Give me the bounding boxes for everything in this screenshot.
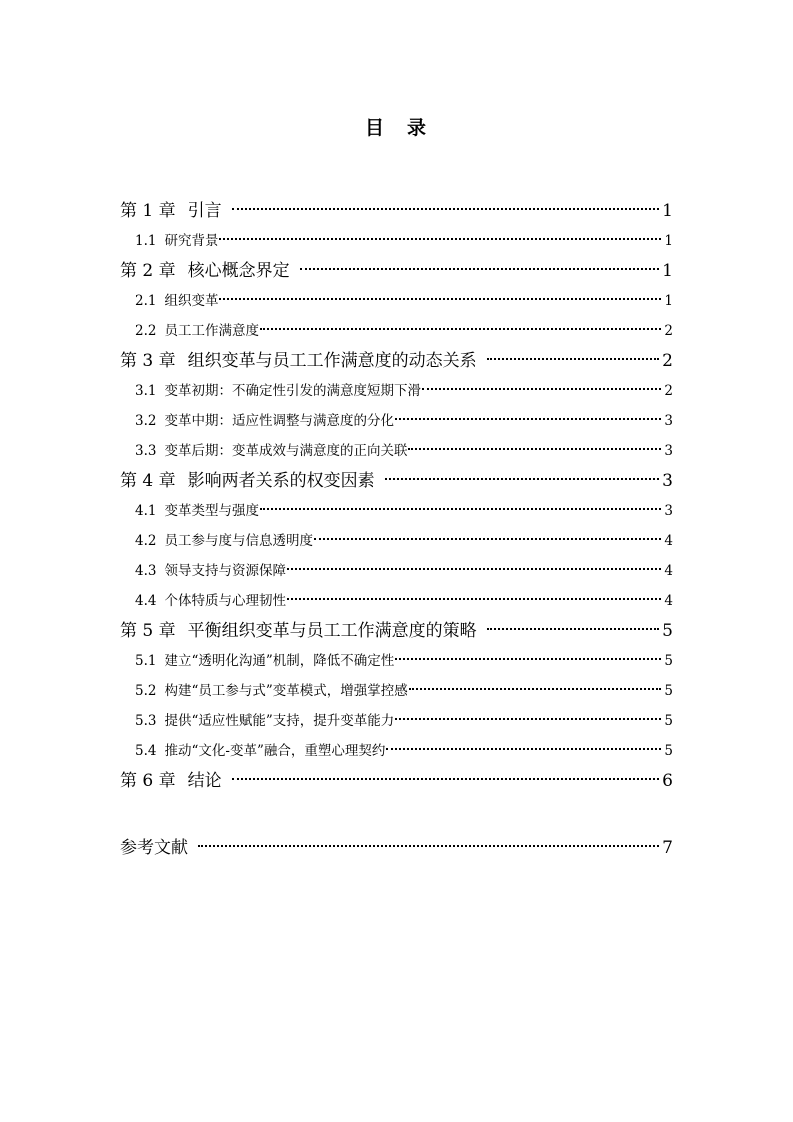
toc-entry[interactable]: [120, 679, 673, 699]
dot-leader: [386, 748, 661, 750]
dot-leader: [395, 418, 661, 420]
toc-page: 6: [662, 771, 673, 791]
toc-label: 结论: [187, 771, 222, 791]
toc-entry[interactable]: [120, 589, 673, 609]
toc-label: 平衡组织变革与员工工作满意度的策略: [187, 621, 477, 641]
toc-page: 4: [664, 563, 673, 579]
toc-page: 2: [662, 351, 673, 371]
toc-entry[interactable]: [120, 499, 673, 519]
dot-leader: [408, 448, 661, 450]
dot-leader: [487, 358, 660, 360]
dot-leader: [287, 598, 661, 600]
toc-page: 4: [664, 593, 673, 609]
toc-number: 3.3: [135, 443, 157, 459]
toc-number: 4.4: [135, 593, 157, 609]
toc-page: 5: [662, 621, 673, 641]
toc-number: 5.4: [135, 743, 157, 759]
dot-leader: [260, 508, 661, 510]
toc-page: 5: [664, 683, 673, 699]
toc-entry[interactable]: [120, 766, 673, 791]
toc-label: 员工工作满意度: [164, 323, 259, 339]
toc-page: 1: [662, 201, 673, 221]
toc-number: 第 3 章: [120, 351, 176, 371]
toc-label: 组织变革: [164, 293, 219, 309]
toc-entry[interactable]: [120, 616, 673, 641]
toc-number: 4.3: [135, 563, 157, 579]
toc-entry[interactable]: [120, 319, 673, 339]
toc-entry[interactable]: [120, 409, 673, 429]
toc-label: 组织变革与员工工作满意度的动态关系: [187, 351, 477, 371]
toc-page: 3: [662, 471, 673, 491]
toc-number: 2.2: [135, 323, 157, 339]
toc-entry[interactable]: [120, 739, 673, 759]
toc-page: 5: [664, 653, 673, 669]
dot-leader: [395, 718, 661, 720]
dot-leader: [232, 778, 660, 780]
dot-leader: [219, 298, 661, 300]
toc-number: 4.2: [135, 533, 157, 549]
toc-number: 5.2: [135, 683, 157, 699]
toc-entry[interactable]: [120, 346, 673, 371]
toc-number: 第 1 章: [120, 201, 176, 221]
dot-leader: [487, 628, 660, 630]
toc-label: 研究背景: [164, 233, 219, 249]
toc-entry[interactable]: [120, 833, 673, 858]
toc-label: 变革后期：变革成效与满意度的正向关联: [164, 443, 408, 459]
toc-label: 推动“文化-变革”融合，重塑心理契约: [164, 743, 386, 759]
toc-number: 5.3: [135, 713, 157, 729]
toc-number: 1.1: [135, 233, 157, 249]
dot-leader: [219, 238, 661, 240]
toc-page: 3: [664, 443, 673, 459]
toc-number: 第 2 章: [120, 261, 176, 281]
toc-entry[interactable]: [120, 289, 673, 309]
toc-number: 3.2: [135, 413, 157, 429]
toc-label: 核心概念界定: [187, 261, 290, 281]
toc-page: 1: [664, 293, 673, 309]
toc-label: 影响两者关系的权变因素: [187, 471, 375, 491]
toc-entry[interactable]: [120, 709, 673, 729]
toc-number: 第 4 章: [120, 471, 176, 491]
toc-number: 2.1: [135, 293, 157, 309]
dot-leader: [314, 538, 661, 540]
toc-page: 5: [664, 743, 673, 759]
dot-leader: [300, 268, 660, 270]
toc-entry[interactable]: [120, 649, 673, 669]
toc-entry[interactable]: [120, 529, 673, 549]
toc-number: 第 6 章: [120, 771, 176, 791]
toc-number: 第 5 章: [120, 621, 176, 641]
toc-label: 变革中期：适应性调整与满意度的分化: [164, 413, 394, 429]
toc-number: 4.1: [135, 503, 157, 519]
toc-page: 1: [662, 261, 673, 281]
dot-leader: [409, 688, 662, 690]
toc-label: 个体特质与心理韧性: [164, 593, 286, 609]
dot-leader: [422, 388, 661, 390]
toc-page: 7: [662, 838, 673, 858]
toc-entry[interactable]: [120, 196, 673, 221]
dot-leader: [385, 478, 660, 480]
toc-label: 员工参与度与信息透明度: [164, 533, 313, 549]
toc-label: 建立“透明化沟通”机制，降低不确定性: [164, 653, 395, 669]
toc-label: 领导支持与资源保障: [164, 563, 286, 579]
dot-leader: [198, 845, 659, 847]
toc-page: 2: [664, 323, 673, 339]
toc-page: 1: [664, 233, 673, 249]
toc-number: 5.1: [135, 653, 157, 669]
toc-entry[interactable]: [120, 466, 673, 491]
toc-page: 5: [664, 713, 673, 729]
dot-leader: [232, 208, 660, 210]
toc-entry[interactable]: [120, 379, 673, 399]
toc-page: 2: [664, 383, 673, 399]
dot-leader: [287, 568, 661, 570]
toc-label: 变革初期：不确定性引发的满意度短期下滑: [164, 383, 421, 399]
dot-leader: [395, 658, 661, 660]
toc-entry[interactable]: [120, 439, 673, 459]
toc-label: 提供“适应性赋能”支持，提升变革能力: [164, 713, 395, 729]
toc-entry[interactable]: [120, 559, 673, 579]
toc-label: 参考文献: [120, 838, 188, 858]
toc-label: 引言: [187, 201, 222, 221]
toc-number: 3.1: [135, 383, 157, 399]
toc-entry[interactable]: [120, 229, 673, 249]
toc-label: 构建“员工参与式”变革模式，增强掌控感: [164, 683, 408, 699]
dot-leader: [260, 328, 661, 330]
toc-page: 4: [664, 533, 673, 549]
toc-page: 3: [664, 503, 673, 519]
toc-page: 3: [664, 413, 673, 429]
toc-label: 变革类型与强度: [164, 503, 259, 519]
toc-entry[interactable]: [120, 256, 673, 281]
toc-title: 目 录: [364, 117, 428, 139]
